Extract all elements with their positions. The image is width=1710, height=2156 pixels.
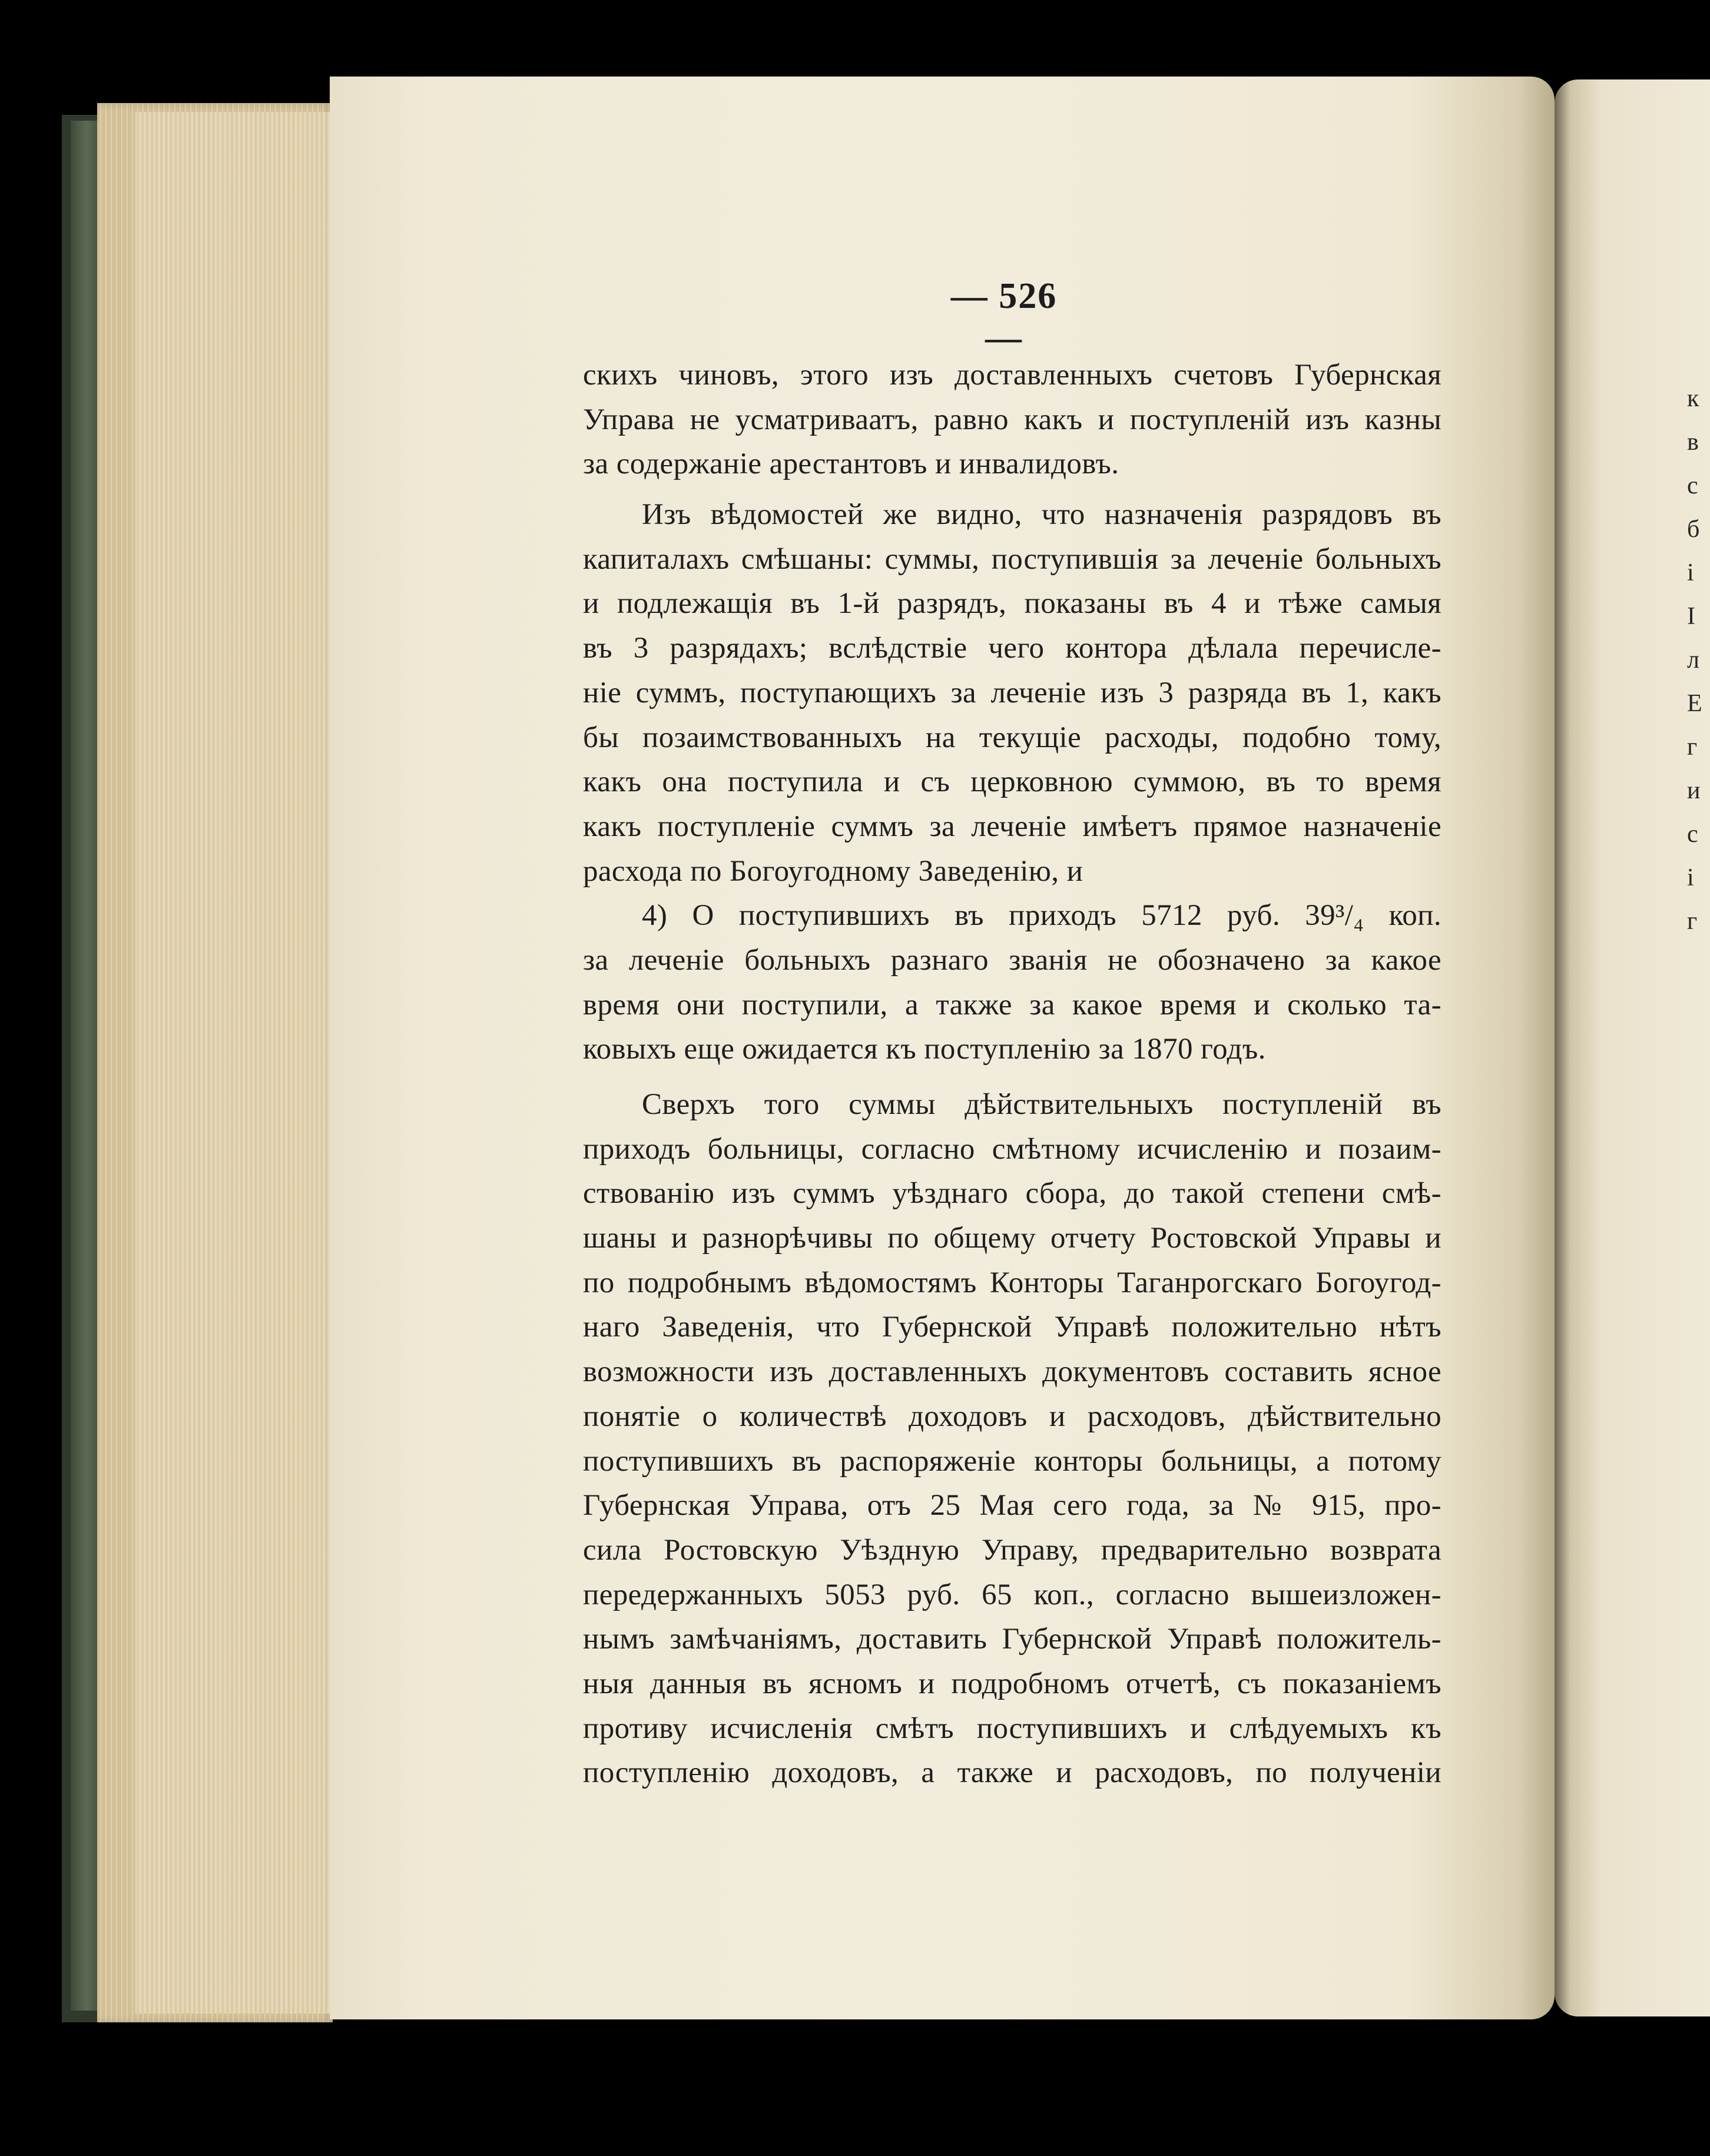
facing-page-edge-text	[1687, 377, 1710, 943]
text-line: Управа не усматриваатъ, равно какъ и поступленій изъ казны	[583, 403, 1441, 436]
text-line: расхода по Богоугодному Заведенію, и	[583, 854, 1083, 888]
edge-letter: и	[1687, 777, 1701, 804]
text-line: по подробнымъ вѣдомостямъ Конторы Таганрогскаго Богоугод-	[583, 1266, 1441, 1299]
text-line: Изъ вѣдомостей же видно, что назначенія разрядовъ въ	[642, 498, 1441, 532]
text-line: 4) О поступившихъ въ приходъ 5712 руб. 39³/₄ коп.	[642, 899, 1441, 933]
text-line: за леченіе больныхъ разнаго званія не обозначено за какое	[583, 943, 1441, 977]
text-line: Сверхъ того суммы дѣйствительныхъ поступленій въ	[642, 1088, 1441, 1121]
edge-letter: Е	[1687, 690, 1702, 717]
page-stack-highlight	[135, 112, 330, 2014]
text-line: понятіе о количествѣ доходовъ и расходовъ, дѣйствительно	[583, 1399, 1441, 1433]
text-line: бы позаимствованныхъ на текущіе расходы, подобно тому,	[583, 721, 1441, 754]
edge-letter: г	[1687, 734, 1698, 761]
text-line: за содержаніе арестантовъ и инвалидовъ.	[583, 447, 1119, 481]
text-line: нымъ замѣчаніямъ, доставить Губернской Управѣ положитель-	[583, 1623, 1441, 1656]
text-line: скихъ чиновъ, этого изъ доставленныхъ счетовъ Губернская	[583, 359, 1441, 392]
text-line: передержанныхъ 5053 руб. 65 коп., согласно вышеизложен-	[583, 1578, 1441, 1611]
text-line: наго Заведенія, что Губернской Управѣ положительно нѣтъ	[583, 1311, 1441, 1344]
book-cover-edge	[71, 121, 97, 2011]
text-line: приходъ больницы, согласно смѣтному исчисленію и позаим-	[583, 1132, 1441, 1166]
edge-letter: с	[1687, 821, 1698, 848]
text-line: ныя данныя въ ясномъ и подробномъ отчетѣ, съ показаніемъ	[583, 1667, 1441, 1700]
page-body-text	[583, 353, 1441, 1796]
text-line: возможности изъ доставленныхъ документовъ составить ясное	[583, 1355, 1441, 1389]
text-line: время они поступили, а также за какое время и сколько та-	[583, 988, 1441, 1021]
text-line: какъ поступленіе суммъ за леченіе имѣетъ прямое назначеніе	[583, 810, 1441, 843]
text-line: противу исчисленія смѣтъ поступившихъ и слѣдуемыхъ къ	[583, 1711, 1441, 1745]
text-line: ковыхъ еще ожидается къ поступленію за 1870 годъ.	[583, 1033, 1266, 1066]
text-line: капиталахъ смѣшаны: суммы, поступившія за леченіе больныхъ	[583, 542, 1441, 576]
edge-letter: л	[1687, 646, 1699, 674]
edge-letter: і	[1687, 559, 1694, 586]
page-number: — 526 —	[950, 276, 1058, 358]
text-line: ніе суммъ, поступающихъ за леченіе изъ 3 разряда въ 1, какъ	[583, 676, 1441, 709]
text-line: въ 3 разрядахъ; вслѣдствіе чего контора дѣлала перечисле-	[583, 632, 1441, 665]
text-line: поступленію доходовъ, а также и расходовъ, по полученіи	[583, 1756, 1441, 1790]
text-line: шаны и разнорѣчивы по общему отчету Ростовской Управы и	[583, 1222, 1441, 1255]
edge-letter: г	[1687, 908, 1698, 935]
facing-page	[1555, 79, 1710, 2016]
edge-letter: І	[1687, 603, 1695, 630]
text-line: какъ она поступила и съ церковною суммою, въ то время	[583, 765, 1441, 799]
text-line: Губернская Управа, отъ 25 Мая сего года, за № 915, про-	[583, 1489, 1441, 1523]
text-line: сила Ростовскую Уѣздную Управу, предварительно возврата	[583, 1533, 1441, 1567]
edge-letter: б	[1687, 516, 1700, 543]
edge-letter: с	[1687, 472, 1698, 499]
edge-letter: і	[1687, 864, 1694, 891]
edge-letter: в	[1687, 429, 1699, 456]
text-line: и подлежащія въ 1-й разрядъ, показаны въ 4 и тѣже самыя	[583, 587, 1441, 621]
text-line: поступившихъ въ распоряженіе конторы больницы, а потому	[583, 1444, 1441, 1478]
edge-letter: к	[1687, 385, 1699, 412]
text-line: ствованію изъ суммъ уѣзднаго сбора, до такой степени смѣ-	[583, 1177, 1441, 1210]
